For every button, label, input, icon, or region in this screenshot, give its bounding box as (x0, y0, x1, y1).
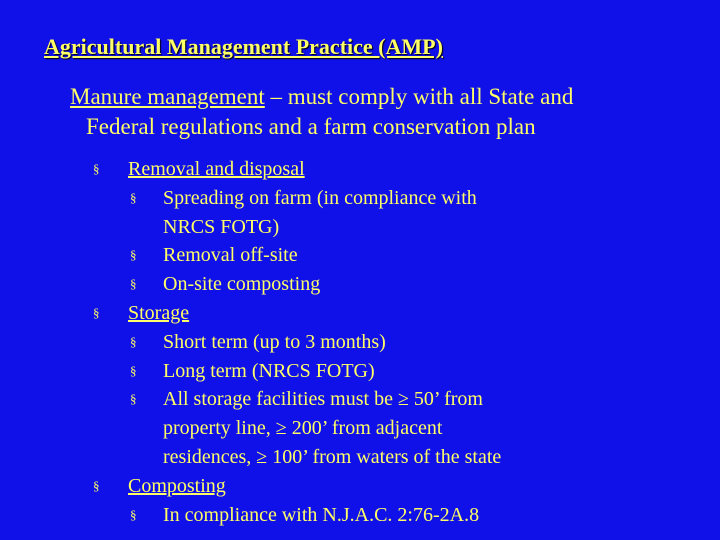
slide-title: Agricultural Management Practice (AMP) (44, 34, 443, 59)
bullet-list (0, 155, 720, 529)
bullet-text: In compliance with N.J.A.C. 2:76-2A.8 (163, 503, 480, 526)
sub-bullet-item (0, 328, 720, 357)
bullet-icon: § (130, 506, 137, 522)
intro-text (70, 82, 700, 142)
sub-bullet-item (0, 270, 720, 299)
bullet-text: Spreading on farm (in compliance with (163, 186, 477, 209)
intro-topic: Manure management (70, 84, 265, 109)
bullet-icon: § (130, 391, 137, 407)
bullet-text: residences, ≥ 100’ from waters of the state (163, 445, 502, 468)
sub-bullet-item (0, 241, 720, 270)
section-heading (0, 155, 720, 184)
bullet-text: Removal off-site (163, 244, 298, 267)
sub-bullet-item (0, 501, 720, 530)
bullet-text: Removal and disposal (128, 158, 305, 180)
sub-bullet-item (0, 184, 720, 213)
bullet-icon: § (130, 189, 137, 205)
section-heading (0, 299, 720, 328)
bullet-icon: § (93, 304, 100, 320)
bullet-icon: § (93, 477, 100, 493)
bullet-icon: § (130, 276, 137, 292)
bullet-text: On-site composting (163, 273, 321, 296)
bullet-text: Short term (up to 3 months) (163, 330, 386, 353)
bullet-text: Storage (128, 301, 190, 324)
bullet-icon: § (93, 161, 100, 176)
bullet-icon: § (130, 362, 137, 378)
bullet-icon: § (130, 333, 137, 349)
bullet-text: NRCS FOTG) (163, 215, 280, 238)
bullet-text: All storage facilities must be ≥ 50’ from (163, 388, 483, 411)
intro-line-2: Federal regulations and a farm conservation plan (86, 114, 536, 139)
bullet-icon: § (130, 247, 137, 263)
section-heading (0, 472, 720, 501)
bullet-text: property line, ≥ 200’ from adjacent (163, 417, 443, 440)
sub-bullet-item (0, 357, 720, 386)
sub-bullet-item (0, 385, 720, 414)
sub-bullet-continuation (0, 414, 720, 443)
sub-bullet-continuation (0, 213, 720, 242)
sub-bullet-continuation (0, 443, 720, 472)
intro-rest: – must comply with all State and (264, 84, 574, 109)
bullet-text: Composting (128, 474, 226, 497)
bullet-text: Long term (NRCS FOTG) (163, 359, 375, 382)
